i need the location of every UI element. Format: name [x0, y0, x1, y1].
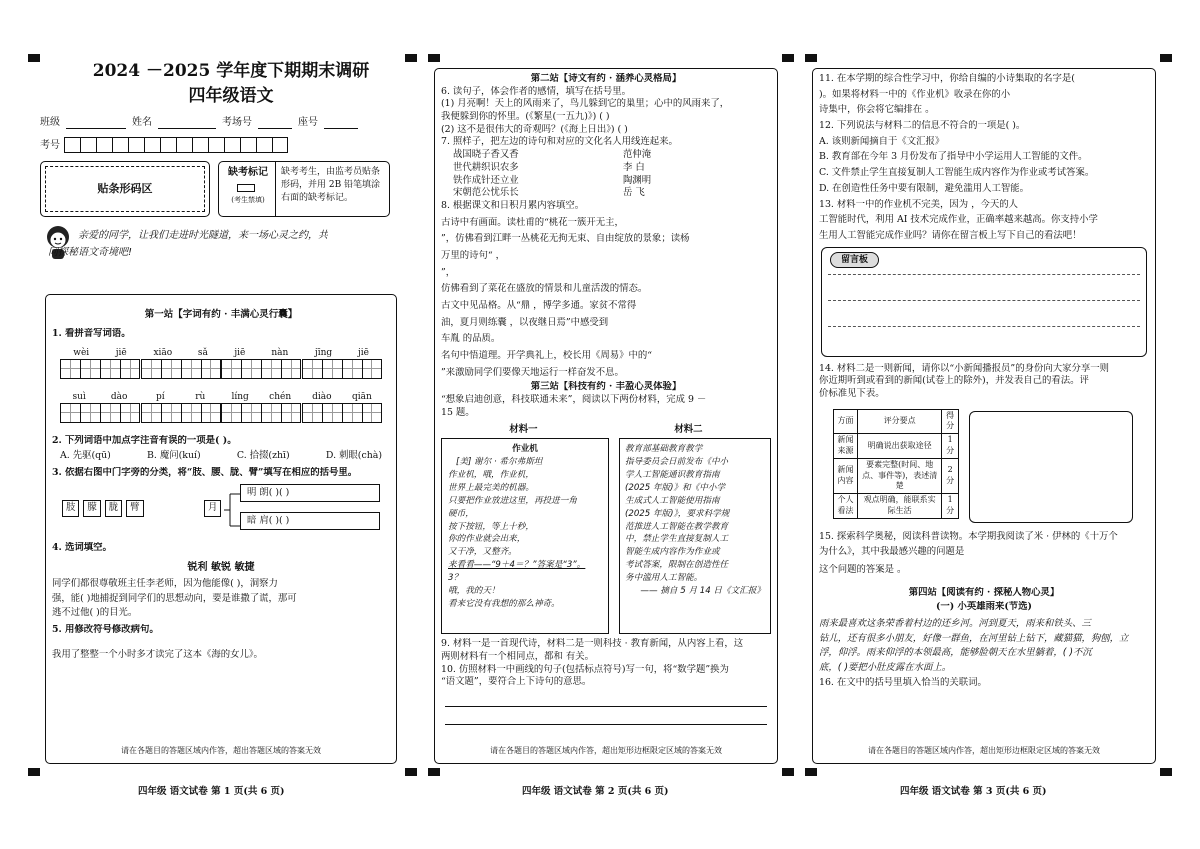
char-grid[interactable]	[141, 403, 221, 423]
station-3-intro: “想象启迪创意，科技联通未来”，阅读以下两份材料，完成 9 －	[441, 394, 707, 406]
q4-passage-line: 同学们都很尊敬班主任李老师，因为他能像( )，洞察力	[52, 578, 278, 590]
pinyin-row-1: wèi jiē xiāo sǎ jiē nàn jīng jiē	[52, 347, 390, 379]
q13-line: 生用人工智能完成作业吗？请你在留言板上写下自己的看法吧！	[819, 229, 1082, 241]
q4-passage-line: 强，能( )地捕捉到同学们的思想动向，要是谁撒了谎，那可	[52, 592, 297, 604]
q6-line: 我便躲到你的怀里。(《繁星(一五九)》) ( )	[441, 111, 610, 123]
q15-text: 15. 探索科学奥秘，阅读科普读物。本学期我阅读了米 · 伊林的《十万个	[819, 530, 1118, 542]
q11-text: 11. 在本学期的综合性学习中，你给自编的小诗集取的名字是(	[819, 73, 1075, 84]
greeting-line: 亲爱的同学，让我们走进时光隧道，来一场心灵之约，共	[78, 230, 328, 242]
registration-mark	[1160, 54, 1172, 62]
char-grid[interactable]	[221, 403, 301, 423]
absent-box	[218, 161, 390, 217]
q7-matching: 战国晓子香又香 范仲淹 世代耕织识农多 李 白 铁作成针还立业 陶渊明 宋朝范公忧乐长 岳 飞	[453, 149, 652, 199]
q3-diagram: 肢 朦 胧 臂 月 明 朗( )( ) 暗 肩( )( )	[52, 484, 390, 536]
registration-mark	[1160, 768, 1172, 776]
material-2-label: 材料二	[674, 423, 703, 435]
q15-line: 这个问题的答案是 。	[819, 564, 907, 575]
q8-line: 名句中悟道理。开学典礼上，校长用《周易》中的“	[441, 350, 653, 362]
registration-mark	[428, 768, 440, 776]
station-1-title: 第一站【字词有约 · 丰满心灵行囊】	[144, 309, 298, 320]
q6-text: 6. 读句子，体会作者的感情，填写在括号里。	[441, 85, 632, 97]
absent-text-line: 右面的缺考标记。	[281, 192, 354, 203]
registration-mark	[805, 54, 817, 62]
radical-meaning-body[interactable]: 暗 肩( )( )	[240, 512, 380, 530]
q4-text: 4. 选词填空。	[52, 541, 112, 553]
registration-mark	[405, 768, 417, 776]
poem-title: 作业机	[512, 444, 538, 455]
pinyin-row-2: suì dào pí rù líng chén diào qiān	[52, 391, 390, 423]
q8-line: 万里的诗句“ ，	[441, 249, 506, 261]
q8-line: 古诗中有画面。读杜甫的“桃花一簇开无主，	[441, 216, 624, 228]
message-board-label: 留言板	[830, 252, 879, 268]
registration-mark	[28, 54, 40, 62]
q13-line: 工智能时代，利用 AI 技术完成作业，正确率越来越高。你支持小学	[819, 214, 1098, 226]
q8-line: 车胤 的品质。	[441, 333, 501, 345]
exam-number-label: 考号	[40, 139, 60, 151]
q7-text: 7. 照样子，把左边的诗句和对应的文化名人用线连起来。	[441, 136, 678, 148]
option-c[interactable]: C. 拾掇(zhī)	[236, 450, 290, 462]
page-2-answer-area	[434, 68, 778, 764]
q6-line: (1) 月亮啊！天上的风雨来了，鸟儿躲到它的巢里；心中的风雨来了，	[441, 98, 730, 110]
q2-text: 2. 下列词语中加点字注音有误的一项是( )。	[52, 434, 237, 446]
registration-mark	[782, 768, 794, 776]
page-number-2: 四年级 语文试卷 第 2 页(共 6 页)	[522, 786, 669, 797]
q2-options	[52, 450, 390, 463]
station-4-title: 第四站【阅读有约 · 探秘人物心灵】	[908, 586, 1060, 598]
exam-title: 2024 －2025 学年度下期期末调研	[92, 61, 370, 81]
q9-line: 两则材料有一个相同点，都和 有关。	[441, 650, 594, 662]
q15-line: 为什么》，其中我最感兴趣的问题是	[819, 546, 965, 558]
reading-1-title: (一) 小英雄雨来(节选)	[935, 601, 1032, 613]
absent-text-line: 缺考考生，由监考员贴条	[281, 167, 381, 178]
message-board[interactable]	[821, 247, 1147, 357]
exam-subject: 四年级语文	[188, 85, 274, 106]
material-1-poem: 作业机 [美] 谢尔 · 希尔弗斯坦 作业机，哦，作业机， 世界上最完美的机器。 只要把作业放进这里，再投进一角 硬币， 按下按钮，等上十秒， 你的作业就会出来， 又干净，又整齐。 来看看——“9＋4＝？”答案是“3”。 3？ 哦，我的天！ 看来它没有我想的那么神奇。	[441, 438, 609, 634]
absent-title: 缺考标记	[228, 167, 268, 179]
q10-answer-line[interactable]	[445, 689, 767, 707]
seat-field[interactable]	[324, 116, 358, 130]
answer-area-notice: 请在各题目的答题区域内作答，超出答题区域的答案无效	[121, 746, 321, 756]
page-1	[40, 60, 402, 269]
option-d[interactable]: D. 刺眼(chà)	[325, 450, 382, 462]
passage-line: 雨来最喜欢这条荣香着村边的还乡河。河到夏天，雨来和铁头、三	[819, 618, 1091, 630]
q8-line: 油，夏月则练囊 ，以夜继日焉”中感受到	[441, 316, 609, 328]
page-1-answer-area	[45, 294, 397, 764]
answer-area-notice: 请在各题目的答题区域内作答，超出矩形边框限定区域的答案无效	[490, 746, 722, 756]
option-b[interactable]: B. 魔问(kuí)	[147, 450, 201, 462]
q8-line: ”，	[441, 266, 456, 278]
station-3-title: 第三站【科技有约 · 丰盈心灵体验】	[530, 381, 682, 393]
q11-line: )。如果将材料一中的《作业机》收录在你的小	[819, 88, 1011, 100]
q4-words: 锐利 敏锐 敏捷	[187, 561, 255, 573]
registration-mark	[428, 54, 440, 62]
q8-line: 古文中见品格。从“鼎 ，博学多通。家贫不常得	[441, 300, 637, 311]
barcode-label: 贴条形码区	[97, 182, 153, 196]
q12-option-d[interactable]: D. 在创造性任务中要有限制，避免滥用人工智能。	[819, 182, 1030, 194]
char-grid[interactable]	[302, 359, 382, 379]
q6-line: (2) 这不是很伟大的奇观吗？(《海上日出》) ( )	[441, 123, 628, 135]
class-field[interactable]	[66, 116, 126, 130]
page-3-answer-area	[812, 68, 1156, 764]
student-info-row	[40, 116, 402, 130]
q13-text: 13. 材料一中的作业机不完美，因为 ，今天的人	[819, 198, 1018, 210]
q12-option-b[interactable]: B. 教育部在今年 3 月份发布了指导中小学运用人工智能的文件。	[819, 151, 1088, 163]
answer-area-notice: 请在各题目的答题区域内作答，超出矩形边框限定区域的答案无效	[868, 746, 1100, 756]
greeting-area	[40, 225, 402, 269]
q11-line: 诗集中，你会将它编排在 。	[819, 104, 935, 116]
char-grid[interactable]	[60, 359, 140, 379]
char-grid[interactable]	[302, 403, 382, 423]
char-grid[interactable]	[60, 403, 140, 423]
underlined-sentence: 来看看——“9＋4＝？”答案是“3”。	[448, 560, 586, 571]
q14-line: 你近期听到或看到的新闻(试卷上的除外)，并发表自己的看法。评	[819, 375, 1089, 387]
q10-line: “语文题”，要符合上下诗句的意思。	[441, 676, 592, 688]
q14-line: 价标准见下表。	[819, 387, 885, 399]
name-field[interactable]	[158, 116, 216, 130]
seat-label: 座号	[298, 116, 318, 128]
barcode-area	[40, 161, 210, 217]
q5-sentence: 我用了整整一个小时多才读完了这本《海的女儿》。	[52, 648, 263, 660]
q8-line: ”，仿佛看到江畔一丛桃花无拘无束、自由绽放的景象；读杨	[441, 233, 690, 245]
q14-text: 14. 材料二是一则新闻，请你以“小新闻播报员”的身份向大家分享一则	[819, 362, 1109, 374]
q16-text: 16. 在文中的括号里填入恰当的关联词。	[819, 676, 987, 688]
q10-answer-line[interactable]	[445, 707, 767, 725]
passage-line: 钻儿，还有很多小朋友，好像一群鱼，在河里钻上钻下，藏猫猫，狗刨，立	[819, 632, 1129, 644]
q5-text: 5. 用修改符号修改病句。	[52, 624, 159, 636]
material-1-label: 材料一	[509, 423, 538, 435]
room-label: 考场号	[222, 116, 252, 128]
q3-text: 3. 依据右图中门字旁的分类，将“肢、腰、胧、臂”填写在相应的括号里。	[52, 467, 358, 479]
registration-mark	[28, 768, 40, 776]
absent-text-line: 形码，并用 2B 铅笔填涂	[281, 179, 381, 190]
page-number-1: 四年级 语文试卷 第 1 页(共 6 页)	[138, 786, 285, 797]
registration-mark	[782, 54, 794, 62]
passage-line: 底，( )要把小肚皮露在水面上。	[819, 662, 952, 674]
char-grid[interactable]	[221, 359, 301, 379]
q12-option-c[interactable]: C. 文件禁止学生直接复制人工智能生成内容作为作业或考试答案。	[819, 167, 1095, 179]
exam-number-row	[40, 137, 402, 153]
q12-option-a[interactable]: A. 该则新闻摘自于《文汇报》	[819, 135, 945, 147]
q1-text: 1. 看拼音写词语。	[52, 327, 131, 339]
q10-text: 10. 仿照材料一中画线的句子(包括标点符号)写一句，将“数学题”换为	[441, 663, 729, 675]
q8-line: 仿佛看到了菜花在盛放的情景和儿童活泼的情态。	[441, 283, 648, 295]
room-field[interactable]	[258, 116, 292, 130]
char-grid[interactable]	[141, 359, 221, 379]
class-label: 班级	[40, 116, 60, 128]
page-number-3: 四年级 语文试卷 第 3 页(共 6 页)	[900, 786, 1047, 797]
q12-text: 12. 下列说法与材料二的信息不符合的一项是( )。	[819, 120, 1026, 132]
radical-meaning-bright[interactable]: 明 朗( )( )	[240, 484, 380, 502]
station-3-intro: 15 题。	[441, 406, 475, 418]
radical-box: 月	[204, 500, 221, 517]
station-2-title: 第二站【诗文有约 · 涵养心灵格局】	[530, 73, 682, 84]
material-2-news: 教育部基础教育教学 指导委员会日前发布《中小 学人工智能通识教育指南 (2025 年版)》和《中小学 生成式人工智能使用指南 (2025 年版)》，要求科学规 范推进人工智能在教学教育 中，禁止学生直接复制人工 智能生成内容作为作业或 考试答案，限制在创造性任 务中滥用人工智能。 —— 摘自 5 月 14 日《文汇报》	[619, 438, 771, 634]
q8-line: ”来激励同学们要像天地运行一样奋发不息。	[441, 366, 624, 378]
passage-line: 浮，仰浮。雨来仰浮的本领最高，能够脸朝天在水里躺着，( )不沉	[819, 647, 1092, 659]
greeting-line: 同探秘语文奇境吧!	[48, 247, 133, 259]
registration-mark	[405, 54, 417, 62]
absent-mark-box[interactable]	[237, 184, 255, 192]
registration-mark	[805, 768, 817, 776]
q4-passage-line: 逃不过他( )的目光。	[52, 607, 138, 619]
option-a[interactable]: A. 先驱(qū)	[60, 450, 111, 462]
absent-note: (考生禁填)	[231, 196, 265, 205]
news-share-box[interactable]	[969, 411, 1133, 523]
q8-text: 8. 根据课文和日积月累内容填空。	[441, 199, 585, 211]
name-label: 姓名	[132, 116, 152, 128]
rubric-table: 方面 评分要点 得分 新闻来源 明确说出获取途径 1分 新闻内容 要素完整(时间、地点、事件等)，表述清楚 2分 个人看法 观点明确，能联系实际生活 1分	[833, 409, 959, 519]
q9-text: 9. 材料一是一首现代诗，材料二是一则科技 · 教育新闻，从内容上看，这	[441, 638, 744, 650]
exam-number-grid[interactable]	[64, 137, 288, 153]
